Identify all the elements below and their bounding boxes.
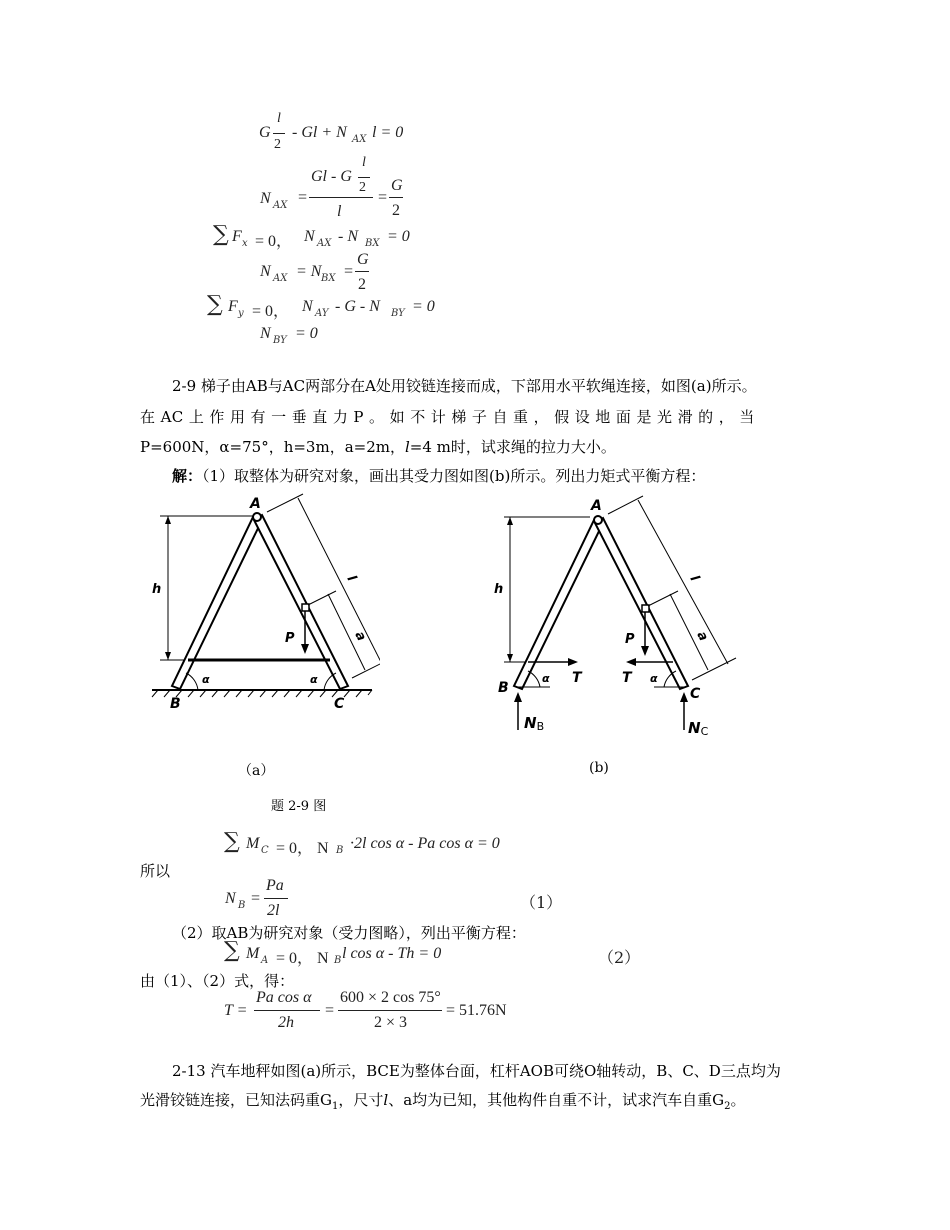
fig-b-label-h: h (494, 582, 504, 597)
fig-b-force-nb-arrow (514, 692, 522, 702)
fig-a-h-arrow-bottom (165, 652, 171, 660)
eq3-N2sub: BX (365, 238, 380, 249)
eq1-frac-num: l (277, 111, 281, 126)
eq5-mid: - G - N (335, 298, 380, 315)
problem-2-9-line3-l: l (404, 438, 410, 456)
eq6-sub: BY (273, 335, 287, 346)
fig-b-label-alpha-c: α (650, 672, 658, 685)
figure-caption-b: (b) (589, 760, 609, 776)
eq5-Fsub: y (238, 308, 244, 319)
fig-a-l-dim (298, 498, 380, 664)
p213-line2-sub1: 1 (331, 1101, 339, 1112)
figure-caption-a: （a） (238, 763, 275, 779)
you-text: 由（1）、（2）式，得： (140, 972, 295, 990)
problem-2-9-line1: 2-9 梯子由AB与AC两部分在A处用铰链连接而成，下部用水平软绳连接，如图(a)所示。 (172, 377, 757, 395)
m1-end: ·2l cos α - Pa cos α = 0 (350, 835, 500, 852)
eq2-eq: = (297, 189, 308, 206)
fig-b-h-arrow-bottom (507, 654, 513, 662)
m1-M: M (246, 835, 260, 852)
p213-line2-l: l (383, 1091, 389, 1109)
problem-2-9-line3-a: P=600N，α=75°，h=3m，a=2m， (140, 438, 405, 456)
eq1-end: l = 0 (372, 124, 404, 141)
m3-rest: = 0， N (276, 950, 329, 967)
m4-num1: Pa cos α (256, 989, 312, 1006)
fig-b-label-T1: T (572, 670, 582, 686)
fig-b-label-A: A (591, 498, 602, 514)
fig-b-label-l: l (686, 573, 702, 584)
m3-M: M (246, 945, 260, 962)
fig-a-label-B: B (170, 696, 181, 712)
fig-b-ext-c (692, 658, 736, 680)
fig-b-leg-ab (514, 518, 603, 689)
eq5-N1sub: AY (315, 308, 329, 319)
fig-b-label-NB (524, 714, 544, 733)
fig-a-label-p: P (285, 631, 295, 646)
fig-b-label-a: a (693, 629, 711, 644)
eq2-N: N (260, 190, 271, 207)
m1-sub: C (261, 845, 269, 856)
eq2-num-l: l (362, 155, 366, 170)
suoyi-text: 所以 (140, 862, 171, 880)
eq5-end: = 0 (412, 298, 435, 315)
m4-num2: 600 × 2 cos 75° (340, 989, 441, 1006)
eq3-N1sub: AX (317, 238, 332, 249)
fig-a-label-a: a (351, 629, 369, 644)
eq4-eq2: = (343, 263, 354, 280)
fig-b-label-NC-main: N (688, 719, 701, 737)
fig-a-ext-a (267, 494, 303, 512)
eq1-frac-bar (273, 133, 285, 134)
m4-bar1 (254, 1010, 320, 1011)
fig-a-label-alpha-c: α (310, 673, 318, 686)
m4-bar2 (338, 1010, 442, 1011)
fig-b-label-NC (688, 719, 709, 738)
problem-2-9-line2: 在 AC 上 作 用 有 一 垂 直 力 P 。 如 不 计 梯 子 自 重 ， 假 设 地 面 是 光 滑 的 ， 当 (140, 408, 755, 426)
fig-a-label-A: A (250, 496, 261, 512)
p213-line2-sub2: 2 (724, 1101, 731, 1112)
problem-2-13-line2 (140, 1086, 746, 1121)
fig-a-label-C: C (334, 696, 345, 712)
p213-line2-a: 光滑铰链连接，已知法码重G (140, 1091, 332, 1109)
m3-sigma: ∑ (224, 938, 240, 963)
fig-b-label-C: C (690, 686, 701, 702)
fig-a-h-arrow-top (165, 516, 171, 524)
eq3-Fsub: x (242, 238, 248, 249)
fig-b-ext-a (608, 496, 643, 514)
eq2-num-2: 2 (359, 180, 366, 195)
fig-b-h-arrow-top (507, 517, 513, 525)
m3-tag: （2） (598, 948, 641, 967)
eq1-frac-den: 2 (274, 137, 281, 152)
eq2-inner-bar (358, 177, 370, 178)
fig-b-leg-ac (595, 518, 688, 689)
fig-b-load-point (642, 605, 649, 612)
m3-Nsub: B (334, 955, 342, 966)
eq4-N2sub: BX (321, 273, 336, 284)
eq2-main-bar (309, 197, 373, 198)
eq4-2: 2 (358, 276, 366, 293)
eq1-mid: - Gl + N (292, 124, 347, 141)
m2-bar (264, 898, 288, 899)
m4-T: T = (224, 1002, 248, 1019)
eq2-num-a: Gl - G (311, 168, 352, 185)
solution-intro (172, 462, 705, 490)
fig-b-label-B: B (498, 680, 509, 696)
eq4-bar (355, 271, 369, 272)
fig-a-leg-ab (172, 515, 262, 689)
problem-2-9-line3-b: =4 m时，试求绳的拉力大小。 (409, 438, 616, 456)
p213-line2-b: ，尺寸 (338, 1091, 384, 1109)
eq3-N1: N (304, 228, 315, 245)
m3-end: l cos α - Th = 0 (342, 945, 442, 962)
eq2-bar3 (389, 197, 403, 198)
eq3-end: = 0 (387, 228, 410, 245)
eq6-end: = 0 (295, 325, 318, 342)
problem-2-9-line3 (140, 433, 616, 461)
fig-b-label-NC-sub: C (700, 725, 709, 738)
problem-2-13-line1: 2-13 汽车地秤如图(a)所示，BCE为整体台面，杠杆AOB可绕O轴转动，B、C、D三点均为 (172, 1062, 781, 1080)
step2-text: （2）取AB为研究对象（受力图略），列出平衡方程： (172, 924, 526, 942)
eq5-F: F (228, 298, 238, 315)
fig-a-force-p-arrow (301, 644, 309, 654)
eq5-sigma: ∑ (207, 292, 223, 317)
fig-a-label-h: h (152, 582, 162, 597)
fig-b-hinge-a (594, 516, 602, 524)
eq1-G: G (259, 124, 271, 141)
m4-den2: 2 × 3 (374, 1014, 408, 1031)
eq4-eq: = N (296, 263, 322, 280)
eq3-F: F (232, 228, 242, 245)
eq2-G: G (391, 177, 403, 194)
eq5-a: = 0， (252, 303, 290, 320)
solution-label: 解： (172, 467, 203, 485)
fig-b-force-p-arrow (641, 646, 649, 656)
fig-b-force-t-right-arrow (626, 658, 636, 666)
m3-sub: A (261, 955, 269, 966)
p213-line2-c: 、a均为已知，其他构件自重不计，试求汽车自重G (388, 1091, 725, 1109)
eq2-sub: AX (273, 200, 288, 211)
fig-b-label-T2: T (622, 670, 632, 686)
eq4-N1sub: AX (273, 273, 288, 284)
m2-tag: （1） (520, 893, 563, 912)
eq3-sigma: ∑ (213, 222, 229, 247)
fig-b-label-p: P (625, 632, 635, 647)
eq4-G: G (357, 251, 369, 268)
fig-a-load-point (302, 604, 309, 611)
fig-a-alpha-arc-b (186, 673, 198, 690)
fig-a-leg-ac (254, 515, 348, 689)
solution-step1: （1）取整体为研究对象，画出其受力图如图(b)所示。列出力矩式平衡方程： (202, 467, 706, 485)
fig-a-label-l: l (343, 573, 359, 584)
m1-Nsub: B (336, 845, 344, 856)
fig-a-ext-c (352, 660, 380, 678)
fig-b-l-dim (638, 500, 728, 664)
eq5-N1: N (302, 298, 313, 315)
fig-a-hinge-a (253, 513, 261, 521)
eq3-a: = 0， (255, 233, 293, 250)
fig-b-ext-load (648, 591, 678, 606)
figure-a (140, 490, 380, 715)
m4-eq: = (324, 1002, 335, 1019)
fig-b-label-alpha-b: α (542, 672, 550, 685)
fig-b-force-nc-arrow (680, 692, 688, 702)
m1-sigma: ∑ (224, 829, 240, 854)
m4-den1: 2h (278, 1014, 294, 1031)
figure-title: 题 2-9 图 (271, 799, 327, 814)
eq2-2: 2 (392, 202, 400, 219)
eq1-sub: AX (352, 134, 367, 145)
fig-a-label-alpha-b: α (202, 673, 210, 686)
m2-N: N (225, 890, 236, 907)
p213-line2-d: 。 (730, 1091, 746, 1109)
eq6-N: N (260, 325, 271, 342)
m2-num: Pa (266, 877, 284, 894)
eq2-den: l (337, 203, 342, 220)
figure-b (490, 490, 750, 740)
m2-den: 2l (267, 902, 280, 919)
fig-b-label-NB-main: N (524, 714, 537, 732)
eq5-N2sub: BY (391, 308, 405, 319)
m1-rest: = 0， N (276, 840, 329, 857)
m2-eq: = (250, 890, 261, 907)
m4-end: = 51.76N (446, 1002, 507, 1019)
m2-sub: B (238, 900, 246, 911)
eq4-N1: N (260, 263, 271, 280)
eq3-minus: - N (338, 228, 358, 245)
fig-b-force-t-left-arrow (568, 658, 578, 666)
eq2-eq2: = (377, 189, 388, 206)
fig-b-label-NB-sub: B (536, 720, 545, 733)
